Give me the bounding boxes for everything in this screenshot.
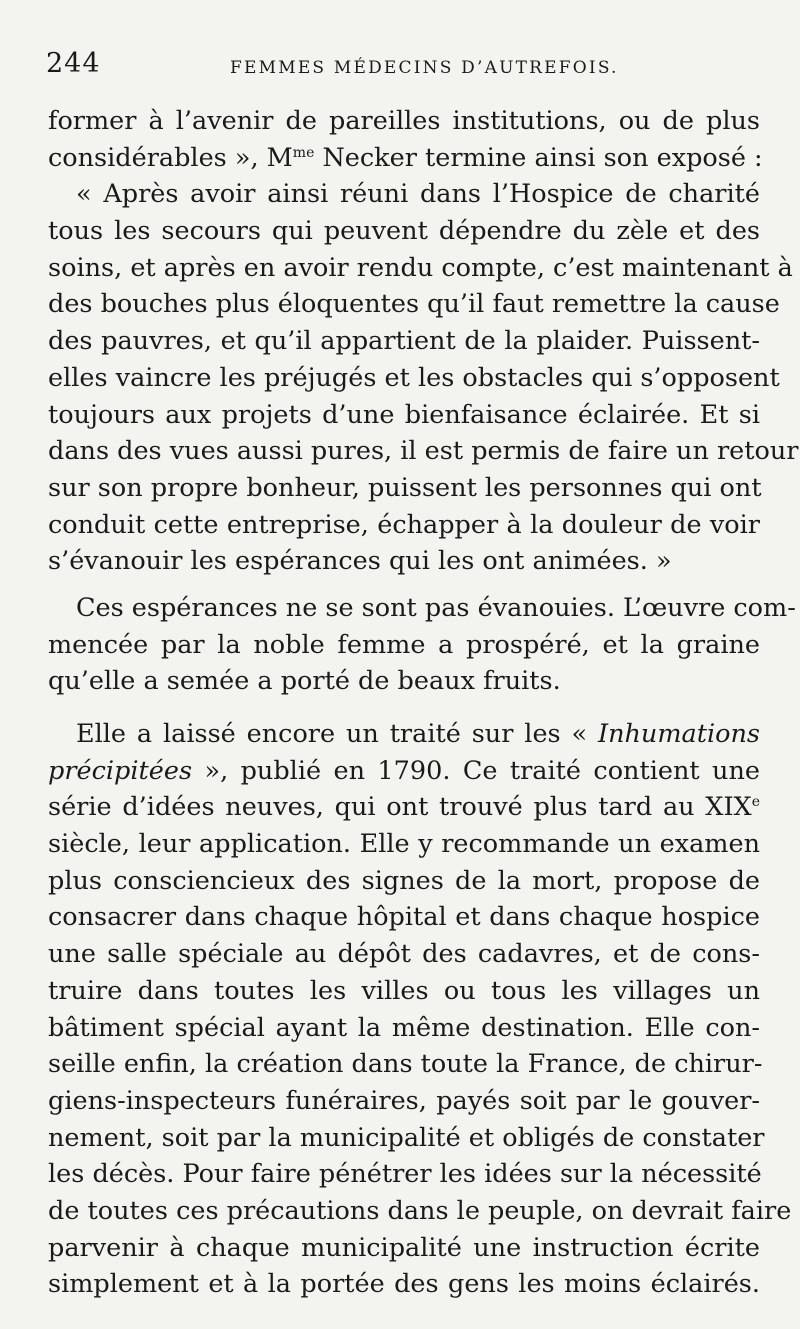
text-line: tous les secours qui peuvent dépendre du zèle et des: [48, 216, 760, 247]
text-line: bâtiment spécial ayant la même destination. Elle con-: [48, 1012, 760, 1043]
text-line: former à l’avenir de pareilles institutions, ou de plus: [48, 106, 760, 136]
text-line: « Après avoir ainsi réuni dans l’Hospice de charité: [76, 179, 760, 210]
text-line: consacrer dans chaque hôpital et dans chaque hospice: [48, 902, 760, 933]
text-line: conduit cette entreprise, échapper à la douleur de voir: [48, 509, 760, 540]
text-line: giens-inspecteurs funéraires, payés soit par le gouver-: [48, 1085, 760, 1116]
text-line: nement, soit par la municipalité et obligés de constater: [48, 1122, 765, 1153]
text-line: toujours aux projets d’une bienfaisance éclairée. Et si: [48, 399, 760, 430]
text-line: série d’idées neuves, qui ont trouvé plus tard au XIXe: [48, 792, 760, 823]
text-line: seille enfin, la création dans toute la France, de chirur-: [48, 1049, 763, 1080]
italic-title: précipitées: [48, 755, 193, 786]
text-line: parvenir à chaque municipalité une instruction écrite: [48, 1232, 760, 1263]
text-line: s’évanouir les espérances qui les ont animées. »: [48, 546, 672, 577]
page-header: [46, 48, 748, 88]
italic-title: Inhumations: [598, 719, 760, 749]
text-line: elles vaincre les préjugés et les obstacles qui s’opposent: [48, 362, 780, 393]
paragraph-gap: [48, 700, 760, 716]
paragraph-gap: [48, 580, 760, 590]
text-line: les décès. Pour faire pénétrer les idées sur la nécessité: [48, 1159, 762, 1190]
body-text: [48, 103, 799, 1303]
text-line: Elle a laissé encore un traité sur les « Inhumations: [76, 719, 760, 749]
text-line: de toutes ces précautions dans le peuple, on devrait faire: [48, 1195, 792, 1226]
text-line: considérables », $M^{me}$ Necker termine ainsi son exposé :: [48, 142, 763, 173]
page-number: 244: [46, 48, 101, 79]
text-line: qu’elle a semée a porté de beaux fruits.: [48, 666, 561, 697]
text-line: une salle spéciale au dépôt des cadavres, et de cons-: [48, 939, 760, 970]
text-line: des bouches plus éloquentes qu’il faut remettre la cause: [48, 289, 780, 320]
text-line: simplement et à la portée des gens les moins éclairés.: [48, 1269, 760, 1300]
text-line: siècle, leur application. Elle y recommande un examen: [48, 829, 760, 860]
text-line: plus consciencieux des signes de la mort, propose de: [48, 865, 760, 896]
text-line: soins, et après en avoir rendu compte, c’est maintenant à: [48, 252, 793, 283]
text-line: dans des vues aussi pures, il est permis de faire un retour: [48, 436, 799, 467]
text-line: Ces espérances ne se sont pas évanouies. L’œuvre com-: [76, 592, 796, 623]
running-title: FEMMES MÉDECINS D’AUTREFOIS.: [230, 58, 619, 78]
text-line: des pauvres, et qu’il appartient de la plaider. Puissent-: [48, 326, 760, 357]
text-line: précipitées », publié en 1790. Ce traité contient une: [48, 755, 760, 786]
text-line: mencée par la noble femme a prospéré, et la graine: [48, 629, 760, 660]
superscript: e: [751, 794, 760, 811]
text-line: truire dans toutes les villes ou tous les villages un: [48, 975, 760, 1006]
text-line: sur son propre bonheur, puissent les personnes qui ont: [48, 472, 762, 503]
superscript: me: [292, 144, 315, 161]
